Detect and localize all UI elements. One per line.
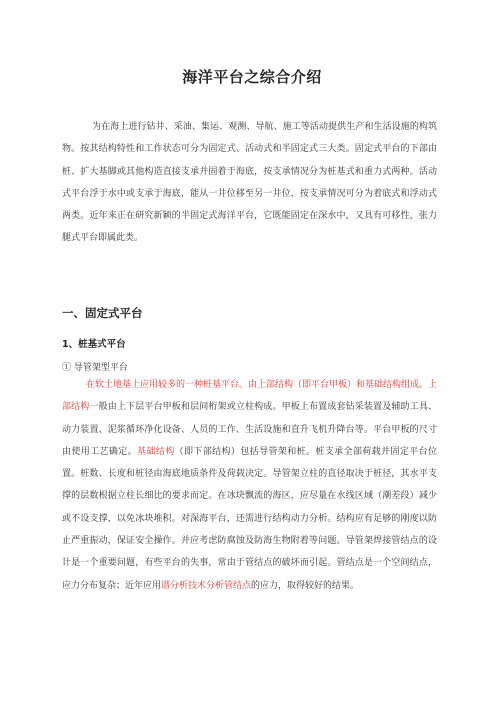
body-text: （即下部结构）包括导管架和桩。桩支承全部荷载并固定平台位置。桩数、长度和桩径由海底地质条件及荷载决定。导管架立柱的直径取决于桩径，其水平支撑的层数根据立柱长细比的要求而定。在冰块飘流的海区，应尽量在水线区域（潮差段）减少或不设支撑，以免冰块堆积。对深海平台，还需进行结构动力分析。结构应有足够的刚度以防止严重振动，保证安全操作。并应考虑防腐蚀及防海生物附着等问题。导管架焊接管结点的设计是一个重要问题，有些平台的失事，常由于管结点的破坏而引起。管结点是一个空间结点，应力分布复杂；近年应用 — [62, 446, 437, 591]
body-text: 的应力，取得较好的结果。 — [251, 580, 360, 591]
highlight-text: 在软土地基上应用较多的一种桩基平台。由上部结构（即平台甲板）和基础结构组成。上部结构 — [62, 380, 438, 413]
intro-paragraph: 为在海上进行钻井、采油、集运、观测、导航、施工等活动提供生产和生活设施的构筑物。按其结构特性和工作状态可分为固定式、活动式和半固定式三大类。固定式平台的下部由桩、扩大基脚或其他构造直接支承并固着于海底，按支承情况分为桩基式和重力式两种。活动式平台浮于水中或支承于海底，能从一井位移至另一井位，按支承情况可分为着底式和浮动式两类。近年来正在研究新颖的半固定式海洋平台，它既能固定在深水中，又具有可移性，张力腿式平台即属此类。 — [62, 122, 437, 244]
item-heading-jacket-platform: ① 导管架型平台 — [62, 363, 128, 373]
subsection-heading-pile-platform: 1、桩基式平台 — [62, 339, 126, 350]
body-text: 一般由上下层平台甲板和层间桁架或立柱构成。甲板上布置成套钻采装置及辅助工具、动力装置、泥浆循环净化设备、人员的工作、生活设施和直升飞机升降台等。平台甲板的尺寸由使用工艺确定。 — [62, 402, 437, 457]
section-heading-fixed-platform: 一、固定式平台 — [62, 306, 143, 320]
document-title: 海洋平台之综合介绍 — [182, 68, 322, 86]
highlight-text: 基础结构 — [137, 446, 175, 457]
highlight-text: 谱分析技术分析管结点 — [161, 580, 252, 591]
jacket-platform-paragraph — [62, 374, 437, 597]
